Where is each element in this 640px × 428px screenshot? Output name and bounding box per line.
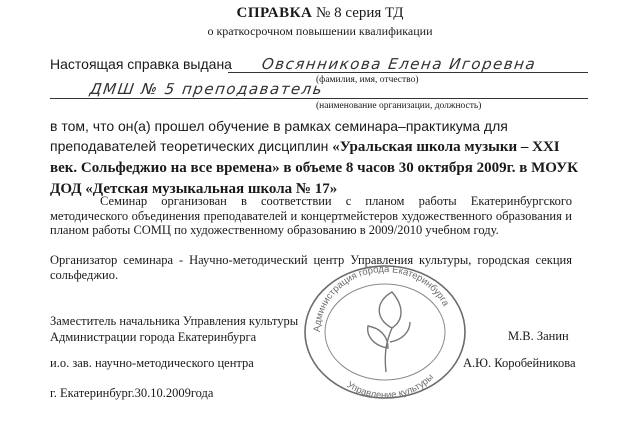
- stamp-leaf-emblem-icon: [368, 292, 410, 372]
- certificate-subtitle: о краткосрочном повышении квалификации: [207, 24, 433, 38]
- acting-head-title: и.о. зав. научно-методического центра: [50, 356, 254, 370]
- deputy-title-line1: Заместитель начальника Управления культуры: [50, 314, 299, 328]
- certificate-title: [0, 5, 640, 22]
- body-text: [50, 116, 590, 199]
- handwritten-org: ДМШ № 5 преподаватель: [88, 80, 325, 98]
- venue: МОУК ДОД «Детская музыкальная школа № 17»: [50, 160, 578, 197]
- handwritten-name: Овсянникова Елена Игоревна: [260, 55, 538, 73]
- stamp-ring-text: Администрация города Екатеринбурга: [311, 263, 452, 333]
- recipient-lead: Настоящая справка выдана: [50, 56, 232, 72]
- note-paragraph-2: Организатор семинара - Научно-методический центр Управления культуры, городская секция сольфеджио.: [50, 253, 572, 282]
- title-number: № 8 серия ТД: [316, 5, 404, 21]
- official-stamp: [300, 262, 470, 402]
- place-and-date: г. Екатеринбург.30.10.2009года: [50, 386, 214, 400]
- stamp-inner-text: Управление культуры: [344, 371, 436, 402]
- deputy-title-line2: Администрации города Екатеринбурга: [50, 330, 257, 344]
- deputy-name: М.В. Занин: [508, 329, 569, 343]
- body-place-pre: в: [515, 160, 532, 176]
- title-word: СПРАВКА: [236, 5, 313, 21]
- stamp-outer-ring: [305, 263, 465, 398]
- note-paragraph-1: Семинар организован в соответствии с планом работы Екатеринбургского методического объединения преподавателей и концертмейстеров художественного образования и планом работы СОМЦ по художественному образованию в 2009/2010 учебном году.: [50, 194, 572, 237]
- org-caption: (наименование организации, должность): [316, 101, 482, 111]
- body-mid: в объеме: [279, 160, 346, 176]
- acting-head-name: А.Ю. Коробейникова: [463, 356, 576, 370]
- body-intro: в том, что он(а) прошел обучение в рамках семинара–практикума для преподавателей теоретических дисциплин: [50, 118, 508, 154]
- seminar-title: «Уральская школа музыки – XXI век. Сольфеджио на все времена»: [50, 139, 560, 176]
- org-underline: [50, 98, 588, 99]
- hours-date: 8 часов 30 октября 2009г.: [345, 160, 516, 176]
- name-caption: (фамилия, имя, отчество): [316, 75, 419, 85]
